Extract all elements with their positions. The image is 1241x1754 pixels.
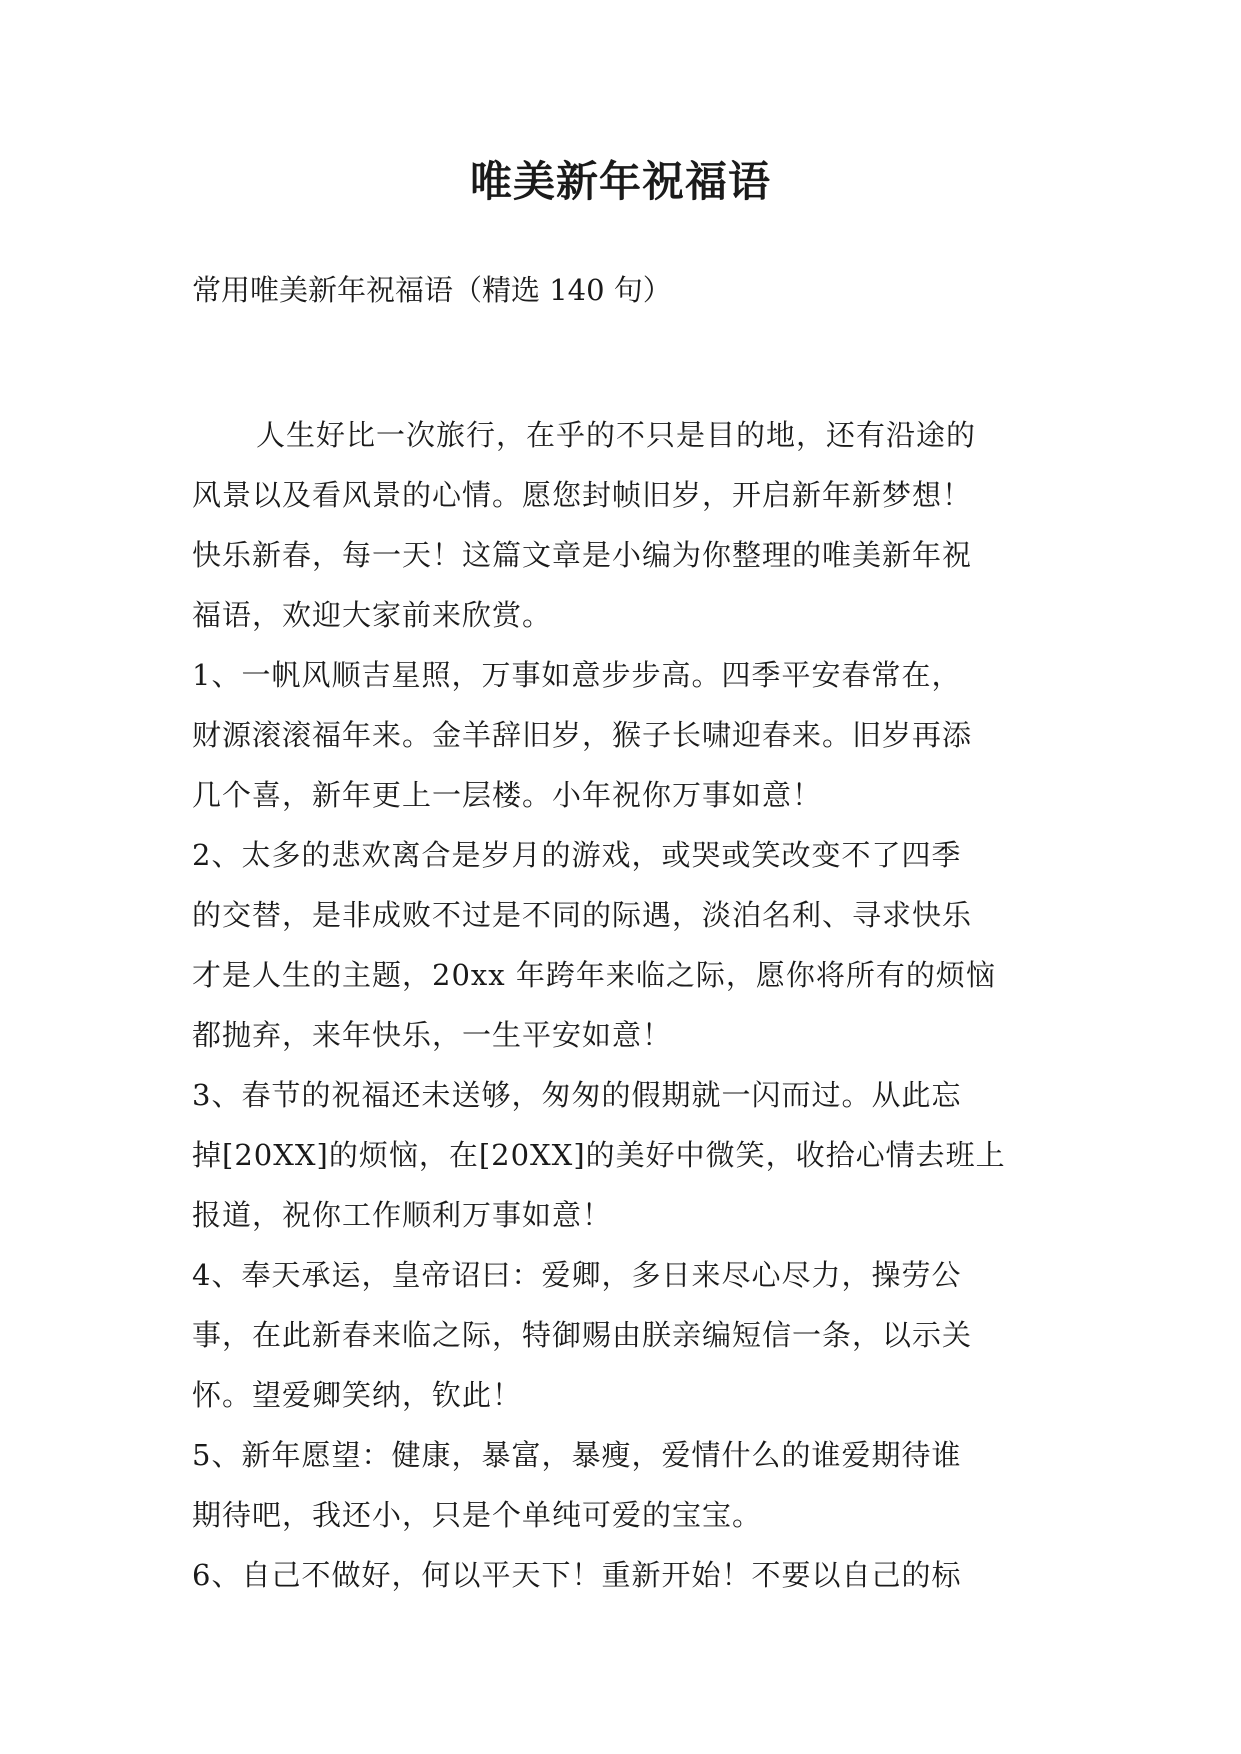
document-subtitle: 常用唯美新年祝福语（精选 140 句） bbox=[192, 273, 672, 307]
text-line: 财源滚滚福年来。金羊辞旧岁，猴子长啸迎春来。旧岁再添 bbox=[192, 718, 973, 752]
text-line: 事，在此新春来临之际，特御赐由朕亲编短信一条，以示关 bbox=[192, 1318, 973, 1352]
text-line: 1、一帆风顺吉星照，万事如意步步高。四季平安春常在， bbox=[192, 658, 962, 692]
text-line: 6、自己不做好，何以平天下！重新开始！不要以自己的标 bbox=[192, 1558, 962, 1592]
text-line: 人生好比一次旅行，在乎的不只是目的地，还有沿途的 bbox=[256, 418, 977, 452]
text-line: 期待吧，我还小，只是个单纯可爱的宝宝。 bbox=[192, 1498, 763, 1532]
document-body bbox=[192, 405, 1042, 1605]
text-line: 福语，欢迎大家前来欣赏。 bbox=[192, 598, 553, 632]
text-line: 几个喜，新年更上一层楼。小年祝你万事如意！ bbox=[192, 778, 823, 812]
text-line: 都抛弃，来年快乐，一生平安如意！ bbox=[192, 1018, 673, 1052]
text-line: 掉[20XX]的烦恼，在[20XX]的美好中微笑，收拾心情去班上 bbox=[192, 1138, 1006, 1172]
text-line: 的交替，是非成败不过是不同的际遇，淡泊名利、寻求快乐 bbox=[192, 898, 973, 932]
text-line: 4、奉天承运，皇帝诏曰：爱卿，多日来尽心尽力，操劳公 bbox=[192, 1258, 962, 1292]
text-line: 3、春节的祝福还未送够，匆匆的假期就一闪而过。从此忘 bbox=[192, 1078, 962, 1112]
text-line: 2、太多的悲欢离合是岁月的游戏，或哭或笑改变不了四季 bbox=[192, 838, 962, 872]
text-line: 5、新年愿望：健康，暴富，暴瘦，爱情什么的谁爱期待谁 bbox=[192, 1438, 962, 1472]
text-line: 风景以及看风景的心情。愿您封帧旧岁，开启新年新梦想！ bbox=[192, 478, 973, 512]
document-title: 唯美新年祝福语 bbox=[469, 157, 771, 206]
text-line: 报道，祝你工作顺利万事如意！ bbox=[192, 1198, 613, 1232]
text-line: 才是人生的主题，20xx 年跨年来临之际，愿你将所有的烦恼 bbox=[192, 958, 996, 992]
text-line: 快乐新春，每一天！这篇文章是小编为你整理的唯美新年祝 bbox=[192, 538, 973, 572]
text-line: 怀。望爱卿笑纳，钦此！ bbox=[192, 1378, 523, 1412]
